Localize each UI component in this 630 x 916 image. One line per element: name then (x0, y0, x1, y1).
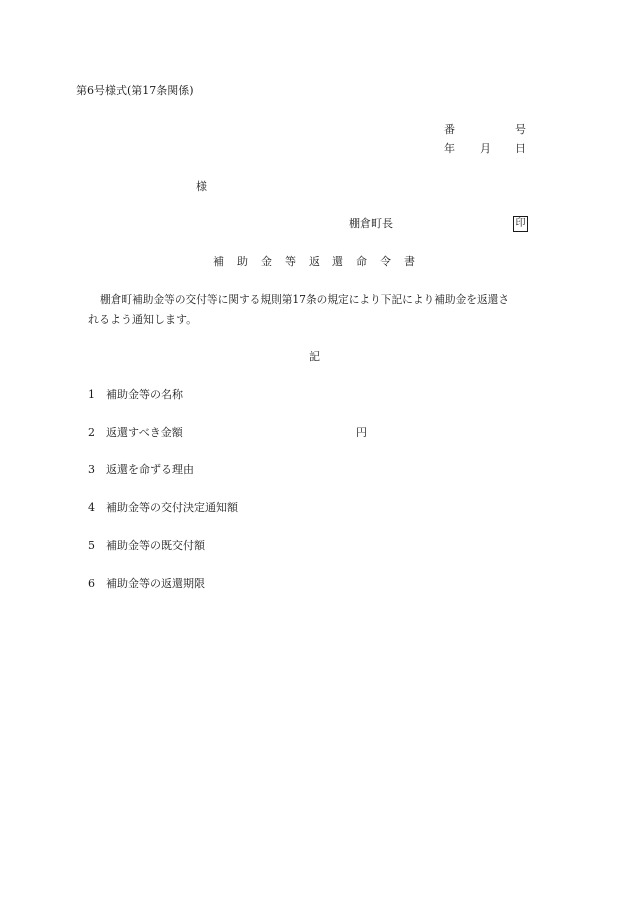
date-month-label: 月 (480, 142, 491, 155)
form-number: 第6号様式(第17条関係) (76, 84, 194, 97)
item-number: 5 (88, 539, 95, 552)
item-number: 1 (88, 388, 95, 401)
item-label: 返還すべき金額 (106, 426, 183, 439)
item-label: 補助金等の返還期限 (106, 577, 205, 590)
item-label: 補助金等の名称 (106, 388, 183, 401)
ki-heading: 記 (309, 350, 320, 363)
body-text-line-2: れるよう通知します。 (88, 313, 198, 326)
item-number: 4 (88, 501, 95, 514)
title-char: 補 (213, 255, 224, 268)
item-label: 補助金等の交付決定通知額 (106, 501, 238, 514)
title-char: 返 (309, 255, 320, 268)
issuer-name: 棚倉町長 (349, 217, 393, 230)
date-year-label: 年 (444, 142, 455, 155)
item-number: 3 (88, 463, 95, 476)
number-label-go: 号 (515, 123, 526, 136)
item-label: 補助金等の既交付額 (106, 539, 205, 552)
title-char: 金 (261, 255, 272, 268)
item-label: 返還を命ずる理由 (106, 463, 194, 476)
title-char: 等 (285, 255, 296, 268)
seal-mark (513, 216, 528, 232)
title-char: 還 (332, 255, 343, 268)
addressee-suffix: 様 (196, 180, 207, 193)
seal-icon: 印 (513, 216, 528, 232)
date-day-label: 日 (515, 142, 526, 155)
title-char: 命 (356, 255, 367, 268)
title-char: 助 (237, 255, 248, 268)
number-label-ban: 番 (444, 123, 455, 136)
item-number: 2 (88, 426, 95, 439)
item-number: 6 (88, 577, 95, 590)
title-char: 令 (380, 255, 391, 268)
item-unit: 円 (356, 426, 367, 439)
title-char: 書 (404, 255, 415, 268)
body-text-line-1: 棚倉町補助金等の交付等に関する規則第17条の規定により下記により補助金を返還さ (100, 293, 510, 306)
